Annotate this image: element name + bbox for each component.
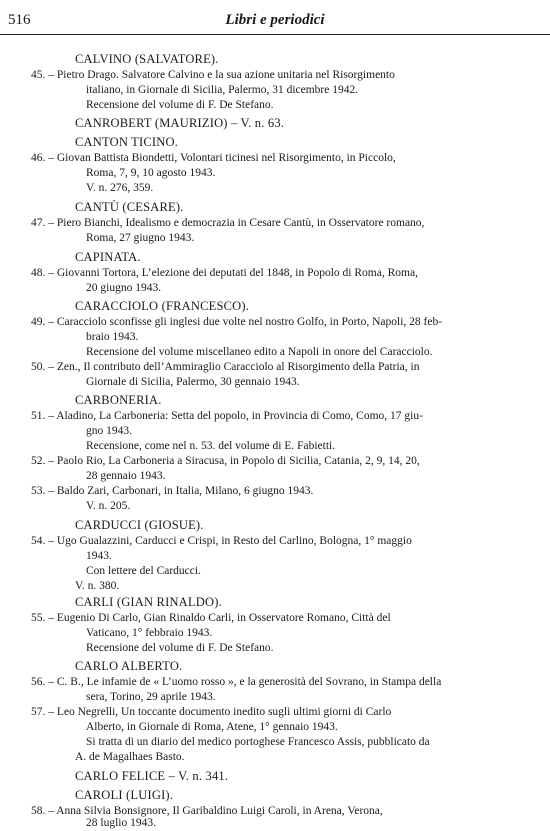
section-heading: CARBONERIA. (75, 393, 162, 407)
section-heading: CAROLI (LUIGI). (75, 788, 174, 802)
entry-line: Giornale di Sicilia, Palermo, 30 gennaio 1943. (86, 376, 300, 388)
entry-line: 57. – Leo Negrelli, Un toccante documento inedito sugli ultimi giorni di Carlo (31, 706, 392, 718)
entry-line: 48. – Giovanni Tortora, L’elezione dei deputati del 1848, in Popolo di Roma, Roma, (31, 267, 418, 279)
entry-line: 1943. (86, 550, 112, 562)
section-heading: CAPINATA. (75, 250, 141, 264)
entry-line: Vaticano, 1° febbraio 1943. (86, 627, 213, 639)
section-heading: CARLO ALBERTO. (75, 659, 183, 673)
entry-note: Recensione, come nel n. 53. del volume di E. Fabietti. (86, 440, 336, 452)
section-heading: CARLI (GIAN RINALDO). (75, 595, 222, 609)
entry-note: A. de Magalhaes Basto. (75, 751, 185, 763)
entry-line: 52. – Paolo Rio, La Carboneria a Siracusa, in Popolo di Sicilia, Catania, 2, 9, 14, 20, (31, 455, 420, 467)
cross-reference: V. n. 276, 359. (86, 182, 154, 194)
entry-line: 55. – Eugenio Di Carlo, Gian Rinaldo Carli, in Osservatore Romano, Città del (31, 612, 391, 624)
section-heading: CALVINO (SALVATORE). (75, 52, 219, 66)
section-heading: CARACCIOLO (FRANCESCO). (75, 299, 250, 313)
section-heading: CANROBERT (MAURIZIO) – V. n. 63. (75, 116, 285, 130)
entry-line: Roma, 27 giugno 1943. (86, 232, 195, 244)
entry-line: 56. – C. B., Le infamie de « L’uomo rosso », e la generosità del Sovrano, in Stampa della (31, 676, 442, 688)
section-heading: CARDUCCI (GIOSUE). (75, 518, 204, 532)
running-title: Libri e periodici (225, 12, 325, 28)
entry-line: italiano, in Giornale di Sicilia, Palermo, 31 dicembre 1942. (86, 84, 359, 96)
entry-note: Con lettere del Carducci. (86, 565, 201, 577)
entry-line: Roma, 7, 9, 10 agosto 1943. (86, 167, 216, 179)
entry-note: Si tratta di un diario del medico portoghese Francesco Assis, pubblicato da (86, 736, 430, 748)
entry-line: Alberto, in Giornale di Roma, Atene, 1° gennaio 1943. (86, 721, 338, 733)
entry-line: 51. – Aladino, La Carboneria: Setta del popolo, in Provincia di Como, Como, 17 giu- (31, 410, 423, 422)
entry-line: 46. – Giovan Battista Biondetti, Volontari ticinesi nel Risorgimento, in Piccolo, (31, 152, 396, 164)
entry-line: 28 luglio 1943. (86, 817, 156, 829)
entry-line: 49. – Caracciolo sconfisse gli inglesi due volte nel nostro Golfo, in Porto, Napoli, 28 feb- (31, 316, 443, 328)
page-number: 516 (8, 12, 31, 28)
entry-line: 28 gennaio 1943. (86, 470, 166, 482)
entry-line: 54. – Ugo Gualazzini, Carducci e Crispi, in Resto del Carlino, Bologna, 1° maggio (31, 535, 412, 547)
cross-reference: V. n. 205. (86, 500, 131, 512)
entry-line: 50. – Zen., Il contributo dell’Ammiraglio Caracciolo al Risorgimento della Patria, in (31, 361, 420, 373)
entry-line: 45. – Pietro Drago. Salvatore Calvino e la sua azione unitaria nel Risorgimento (31, 69, 395, 81)
entry-line: braio 1943. (86, 331, 139, 343)
page-header (0, 0, 550, 35)
entry-note: Recensione del volume di F. De Stefano. (86, 99, 274, 111)
entry-line: sera, Torino, 29 aprile 1943. (86, 691, 216, 703)
section-heading: CANTÙ (CESARE). (75, 200, 184, 214)
section-heading: CARLO FELICE – V. n. 341. (75, 769, 229, 783)
entry-line: gno 1943. (86, 425, 132, 437)
cross-reference: V. n. 380. (75, 580, 120, 592)
entry-line: 20 giugno 1943. (86, 282, 162, 294)
entry-note: Recensione del volume miscellaneo edito a Napoli in onore del Caracciolo. (86, 346, 433, 358)
entry-line: 53. – Baldo Zari, Carbonari, in Italia, Milano, 6 giugno 1943. (31, 485, 314, 497)
entry-line: 47. – Piero Bianchi, Idealismo e democrazia in Cesare Cantù, in Osservatore romano, (31, 217, 425, 229)
entry-note: Recensione del volume di F. De Stefano. (86, 642, 274, 654)
section-heading: CANTON TICINO. (75, 135, 179, 149)
entry-line: 58. – Anna Silvia Bonsignore, Il Garibaldino Luigi Caroli, in Arena, Verona, (31, 805, 383, 817)
